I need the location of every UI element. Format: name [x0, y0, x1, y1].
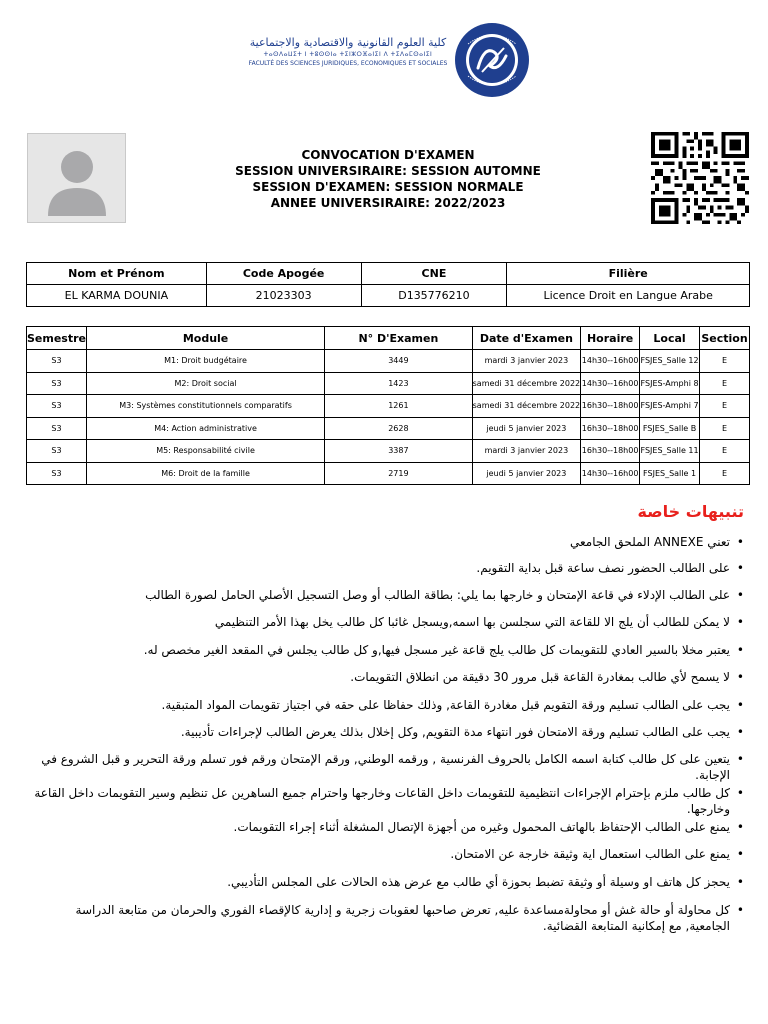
- student-cne: D135776210: [361, 285, 507, 307]
- exam-module: M3: Systèmes constitutionnels comparatifs: [87, 395, 325, 418]
- list-item: • كل محاولة أو حالة غش أو محاولةمساعدة عليه, تعرض صاحبها لعقوبات زجرية و إدارية كالإقصاء الفوري والحرمان من متابعة الدراسة الجامعية, مع إمكانية المتابعة القضائية.: [30, 902, 744, 936]
- faculty-name-arabic: كلية العلوم القانونية والاقتصادية والاجتماعية: [249, 36, 447, 49]
- header-num-examen: N° D'Examen: [325, 327, 473, 350]
- exam-section: E: [700, 462, 750, 485]
- exam-number: 1261: [325, 395, 473, 418]
- list-item: • يحجز كل هاتف او وسيلة أو وثيقة تضبط بحوزة أي طالب مع عرض هذه الحالات على المجلس التأديبي.: [30, 874, 744, 902]
- table-row: [27, 462, 750, 485]
- exam-number: 2719: [325, 462, 473, 485]
- student-code-apogee: 21023303: [206, 285, 361, 307]
- list-item: • يجب على الطالب تسليم ورقة التقويم قبل مغادرة القاعة, وذلك حفاظا على حقه في اجتياز تقويمات المواد المتبقية.: [30, 697, 744, 724]
- list-item: • لا يسمح لأي طالب بمغادرة القاعة قبل مرور 30 دقيقة من انطلاق التقويمات.: [30, 669, 744, 697]
- table-row: [27, 440, 750, 463]
- student-info-table: [26, 262, 750, 307]
- exam-semestre: S3: [27, 395, 87, 418]
- exam-horaire: 16h30--18h00: [581, 440, 640, 463]
- faculty-name-french: FACULTÉ DES SCIENCES JURIDIQUES, ECONOMIQUES ET SOCIALES: [248, 60, 448, 67]
- header-horaire: Horaire: [581, 327, 640, 350]
- exam-number: 3449: [325, 350, 473, 373]
- university-seal-icon: [454, 22, 530, 98]
- exam-section: E: [700, 350, 750, 373]
- header-cne: CNE: [361, 263, 507, 285]
- list-item: • تعني ANNEXE الملحق الجامعي: [30, 534, 744, 560]
- exam-local: FSJES-Amphi 7: [640, 395, 700, 418]
- table-row: [27, 417, 750, 440]
- exam-semestre: S3: [27, 417, 87, 440]
- exam-date: jeudi 5 janvier 2023: [472, 417, 580, 440]
- exam-local: FSJES_Salle 1: [640, 462, 700, 485]
- title-line-3: SESSION D'EXAMEN: SESSION NORMALE: [252, 180, 524, 194]
- list-item: • يجب على الطالب تسليم ورقة الامتحان فور انتهاء مدة التقويم, وكل إخلال بذلك يعرض الطالب لإجراءات تأديبية.: [30, 724, 744, 751]
- exam-date: samedi 31 décembre 2022: [472, 372, 580, 395]
- exam-number: 1423: [325, 372, 473, 395]
- exam-local: FSJES-Amphi 8: [640, 372, 700, 395]
- title-line-4: ANNEE UNIVERSIRAIRE: 2022/2023: [270, 196, 506, 210]
- table-row: [27, 372, 750, 395]
- list-item: • يمنع على الطالب الإحتفاظ بالهاتف المحمول وغيره من أجهزة الإتصال المشغلة أثناء إجراء التقويمات.: [30, 819, 744, 846]
- exam-number: 2628: [325, 417, 473, 440]
- exam-local: FSJES_Salle 11: [640, 440, 700, 463]
- faculty-logo-text: [242, 36, 454, 68]
- exam-semestre: S3: [27, 462, 87, 485]
- exam-local: FSJES_Salle B: [640, 417, 700, 440]
- exam-semestre: S3: [27, 440, 87, 463]
- list-item: • يتعين على كل طالب كتابة اسمه الكامل بالحروف الفرنسية , ورقمه الوطني, ورقم الإمتحان ورقم فور تسلم ورقة التحرير و قبل الشروع في الإجابة.: [30, 751, 744, 785]
- list-item: • لا يمكن للطالب أن يلج الا للقاعة التي سجلسن بها اسمه,ويسجل غائبا كل طالب يخل بهذا الأمر التنظيمي: [30, 614, 744, 642]
- faculty-logo: [236, 22, 532, 92]
- exam-date: mardi 3 janvier 2023: [472, 350, 580, 373]
- exam-section: E: [700, 417, 750, 440]
- student-name: EL KARMA DOUNIA: [27, 285, 207, 307]
- exam-module: M5: Responsabilité civile: [87, 440, 325, 463]
- exam-horaire: 14h30--16h00: [581, 462, 640, 485]
- student-filiere: Licence Droit en Langue Arabe: [507, 285, 750, 307]
- header-filiere: Filière: [507, 263, 750, 285]
- header-code-apogee: Code Apogée: [206, 263, 361, 285]
- convocation-title: [180, 147, 596, 211]
- list-item: • على الطالب الحضور نصف ساعة قبل بداية التقويم.: [30, 560, 744, 587]
- exam-section: E: [700, 440, 750, 463]
- exam-horaire: 16h30--18h00: [581, 395, 640, 418]
- exam-date: mardi 3 janvier 2023: [472, 440, 580, 463]
- exam-horaire: 16h30--18h00: [581, 417, 640, 440]
- faculty-name-tifinagh: ⵜⴰⵙⴷⴰⵡⵉⵜ ⵏ ⵜⵓⵙⵙⵏⴰ ⵜⵉⵏⵣⵔⴼⴰⵏⵉⵏ ⴷ ⵜⵉⴷⴰⵎⵙⴰⵏⵉⵏ: [263, 51, 433, 58]
- exam-local: FSJES_Salle 12: [640, 350, 700, 373]
- header-date-examen: Date d'Examen: [472, 327, 580, 350]
- list-item: • كل طالب ملزم بإحترام الإجراءات انتظيمية للتقويمات داخل القاعات وخارجها واحترام جميع الساهرين عل تنظيم وسير التقويمات داخل القاعة وخارجها.: [30, 785, 744, 819]
- header-nom-prenom: Nom et Prénom: [27, 263, 207, 285]
- avatar-icon: [28, 134, 126, 223]
- title-line-2: SESSION UNIVERSIRAIRE: SESSION AUTOMNE: [235, 164, 541, 178]
- exam-date: samedi 31 décembre 2022: [472, 395, 580, 418]
- student-table-header: [27, 263, 750, 285]
- exam-semestre: S3: [27, 350, 87, 373]
- qr-code-icon: [651, 132, 749, 224]
- exam-module: M6: Droit de la famille: [87, 462, 325, 485]
- exam-semestre: S3: [27, 372, 87, 395]
- student-photo-placeholder: [27, 133, 126, 223]
- title-line-1: CONVOCATION D'EXAMEN: [301, 148, 475, 162]
- list-item: • يعتبر مخلا بالسير العادي للتقويمات كل طالب يلج قاعة غير مسجل فيها,و كل طالب يجلس في المقعد الغير مخصص له.: [30, 642, 744, 669]
- exam-module: M4: Action administrative: [87, 417, 325, 440]
- notices-list: [30, 534, 744, 936]
- exam-schedule-table: [26, 326, 750, 485]
- exam-module: M1: Droit budgétaire: [87, 350, 325, 373]
- exam-horaire: 14h30--16h00: [581, 350, 640, 373]
- list-item: • يمنع على الطالب استعمال اية وثيقة خارجة عن الامتحان.: [30, 846, 744, 874]
- list-item: • على الطالب الإدلاء في قاعة الإمتحان و خارجها بما يلي: بطاقة الطالب أو وصل التسجيل الأصلي الحامل لصورة الطالب: [30, 587, 744, 614]
- header-local: Local: [640, 327, 700, 350]
- exam-section: E: [700, 395, 750, 418]
- table-row: [27, 395, 750, 418]
- exam-module: M2: Droit social: [87, 372, 325, 395]
- notices-heading: تنبيهات خاصة: [637, 502, 744, 521]
- exam-table-header: [27, 327, 750, 350]
- exam-number: 3387: [325, 440, 473, 463]
- exam-horaire: 14h30--16h00: [581, 372, 640, 395]
- exam-section: E: [700, 372, 750, 395]
- student-table-row: [27, 285, 750, 307]
- header-section: Section: [700, 327, 750, 350]
- exam-date: jeudi 5 janvier 2023: [472, 462, 580, 485]
- table-row: [27, 350, 750, 373]
- header-semestre: Semestre: [27, 327, 87, 350]
- header-module: Module: [87, 327, 325, 350]
